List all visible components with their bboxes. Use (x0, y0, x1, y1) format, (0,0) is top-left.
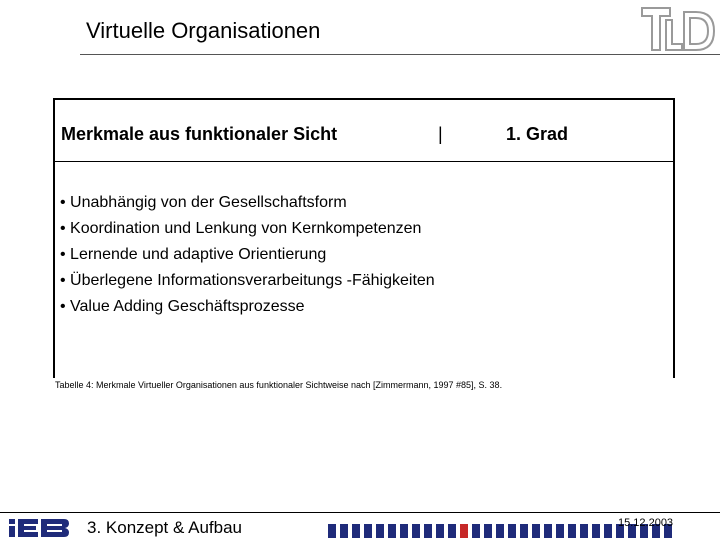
footer-rule (0, 512, 720, 513)
progress-segment (472, 524, 480, 538)
progress-segment (328, 524, 336, 538)
header-left: Merkmale aus funktionaler Sicht (61, 124, 338, 144)
progress-segment (484, 524, 492, 538)
progress-segment (544, 524, 552, 538)
progress-segment (340, 524, 348, 538)
title-rule (80, 54, 720, 55)
list-item: • Unabhängig von der Gesellschaftsform (60, 194, 347, 211)
progress-segment (604, 524, 612, 538)
progress-segment (364, 524, 372, 538)
progress-segment (448, 524, 456, 538)
progress-segment (388, 524, 396, 538)
list-item: • Koordination und Lenkung von Kernkompetenzen (60, 220, 422, 237)
progress-segment (568, 524, 576, 538)
header-rule (53, 161, 675, 162)
page-title: Virtuelle Organisationen (86, 18, 321, 43)
progress-segment (412, 524, 420, 538)
progress-segment (352, 524, 360, 538)
progress-segment (508, 524, 516, 538)
progress-segment (376, 524, 384, 538)
list-item: • Value Adding Geschäftsprozesse (60, 298, 305, 315)
progress-segment (400, 524, 408, 538)
progress-segment-current (460, 524, 468, 538)
progress-segment (424, 524, 432, 538)
header-right: 1. Grad (506, 124, 569, 144)
ieb-logo (8, 516, 70, 538)
tud-logo (640, 4, 718, 54)
list-item: • Lernende und adaptive Orientierung (60, 246, 327, 263)
section-label: 3. Konzept & Aufbau (87, 518, 243, 537)
progress-segment (532, 524, 540, 538)
date-label: 15.12.2003 (618, 517, 674, 529)
progress-segment (436, 524, 444, 538)
list-item: • Überlegene Informationsverarbeitungs -Fähigkeiten (60, 272, 435, 289)
progress-segment (580, 524, 588, 538)
progress-segment (592, 524, 600, 538)
progress-segment (556, 524, 564, 538)
progress-segment (496, 524, 504, 538)
feature-list (60, 190, 435, 320)
progress-segment (520, 524, 528, 538)
table-caption: Tabelle 4: Merkmale Virtueller Organisationen aus funktionaler Sichtweise nach [Zimmermann, 1997 #85], S. 38. (55, 380, 503, 390)
header-separator: | (438, 124, 443, 144)
